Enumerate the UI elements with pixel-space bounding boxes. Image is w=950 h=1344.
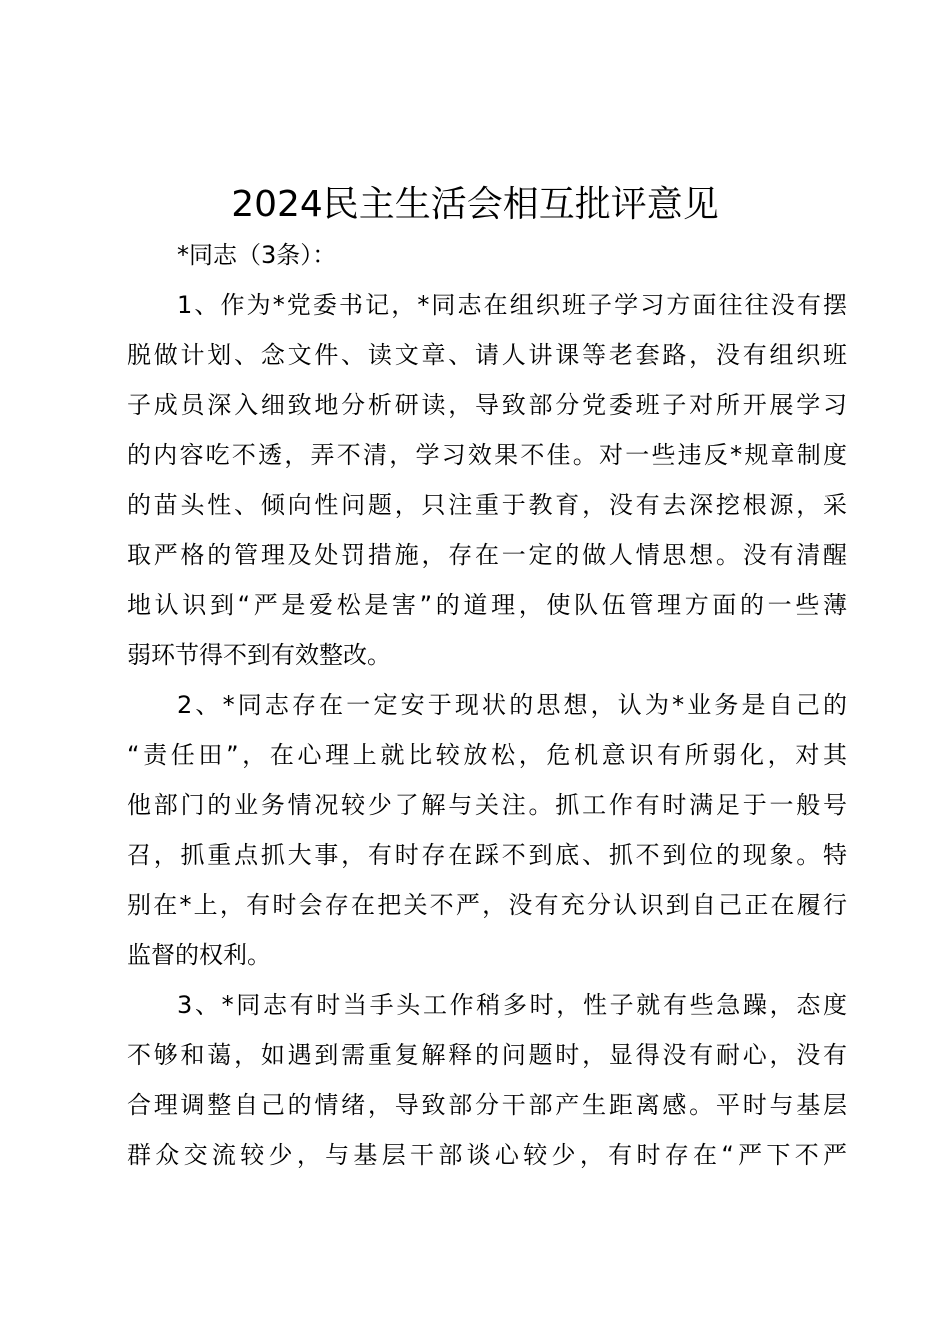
subject-line [127, 230, 847, 280]
paragraph-line: 监督的权利。 [127, 941, 271, 969]
document-body [127, 230, 847, 1180]
paragraph-line: 的内容吃不透，弄不清，学习效果不佳。对一些违反*规章制度 [127, 441, 847, 469]
paragraph-line: 的苗头性、倾向性问题，只注重于教育，没有去深挖根源，采 [127, 491, 847, 519]
paragraph-line: 地认识到“严是爱松是害”的道理，使队伍管理方面的一些薄 [127, 591, 847, 619]
paragraph-line: “责任田”，在心理上就比较放松，危机意识有所弱化，对其 [127, 741, 847, 769]
paragraph-line: 召，抓重点抓大事，有时存在踩不到底、抓不到位的现象。特 [127, 841, 847, 869]
paragraph-line: 取严格的管理及处罚措施，存在一定的做人情思想。没有清醒 [127, 541, 847, 569]
paragraph-line: 2、*同志存在一定安于现状的思想，认为*业务是自己的 [177, 691, 847, 719]
paragraph-line: 子成员深入细致地分析研读，导致部分党委班子对所开展学习 [127, 391, 847, 419]
paragraph-3 [127, 980, 847, 1180]
paragraph-2 [127, 680, 847, 980]
paragraph-1 [127, 280, 847, 680]
paragraph-line: 3、*同志有时当手头工作稍多时，性子就有些急躁，态度 [177, 991, 847, 1019]
paragraph-line: 他部门的业务情况较少了解与关注。抓工作有时满足于一般号 [127, 791, 847, 819]
paragraph-line: 群众交流较少，与基层干部谈心较少，有时存在“严下不严 [127, 1141, 847, 1169]
paragraph-line: 合理调整自己的情绪，导致部分干部产生距离感。平时与基层 [127, 1091, 847, 1119]
paragraph-line: 别在*上，有时会存在把关不严，没有充分认识到自己正在履行 [127, 891, 847, 919]
paragraph-line: 1、作为*党委书记，*同志在组织班子学习方面往往没有摆 [177, 291, 847, 319]
paragraph-line: 不够和蔼，如遇到需重复解释的问题时，显得没有耐心，没有 [127, 1041, 847, 1069]
paragraph-line: 弱环节得不到有效整改。 [127, 641, 391, 669]
subject-line-text: *同志（3条）： [177, 241, 337, 269]
paragraph-line: 脱做计划、念文件、读文章、请人讲课等老套路，没有组织班 [127, 341, 847, 369]
document-title: 2024民主生活会相互批评意见 [231, 184, 719, 225]
